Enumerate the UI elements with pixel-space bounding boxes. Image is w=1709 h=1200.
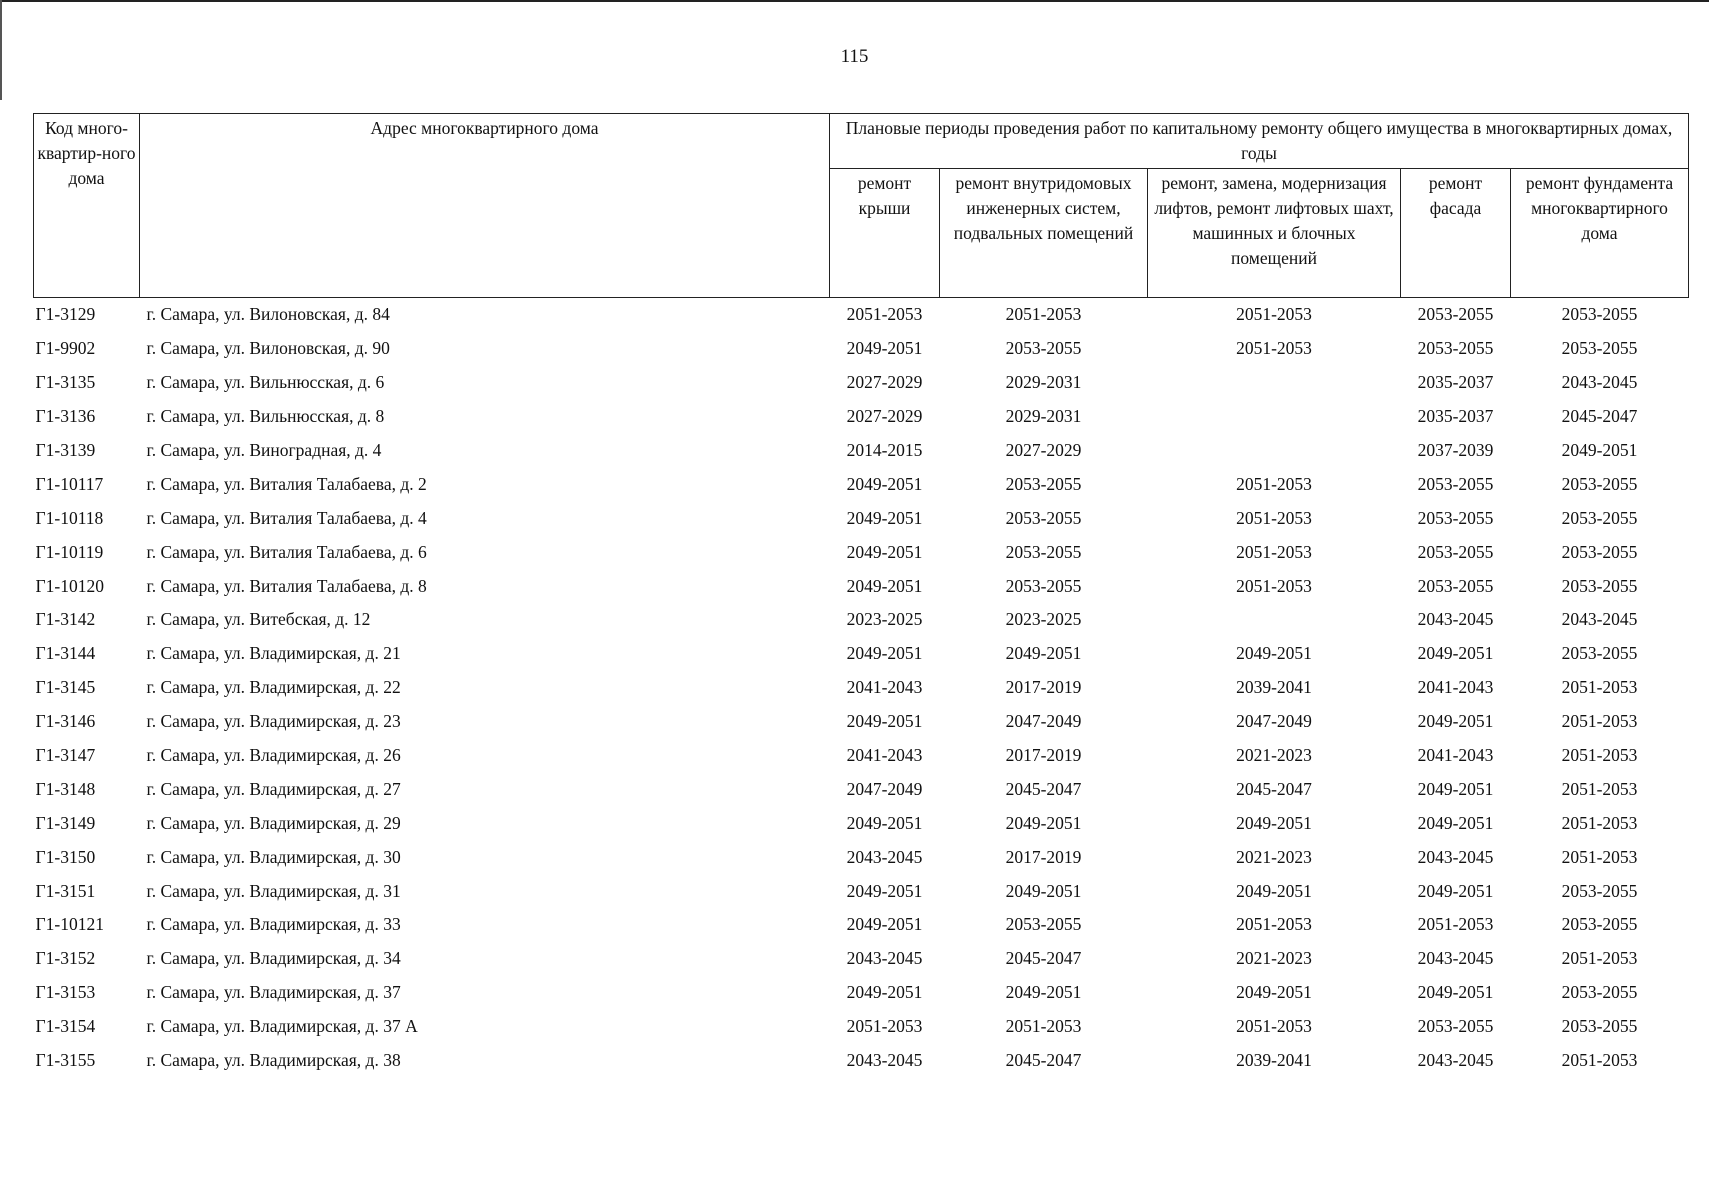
cell-foundation: 2053-2055 — [1561, 643, 1638, 664]
cell-address: г. Самара, ул. Владимирская, д. 30 — [146, 846, 401, 867]
cell-roof: 2043-2045 — [846, 846, 923, 867]
cell-code: Г1-10119 — [35, 541, 104, 562]
cell-foundation: 2049-2051 — [1561, 440, 1638, 460]
header-foundation: ремонт фундамента многоквартирного дома — [1511, 169, 1689, 298]
cell-engineering: 2051-2053 — [1005, 304, 1082, 325]
table-row — [34, 874, 1689, 908]
cell-elevators: 2051-2053 — [1236, 507, 1312, 528]
cell-elevators — [1148, 434, 1401, 468]
header-elevators: ремонт, замена, модернизация лифтов, ремонт лифтовых шахт, машинных и блочных помещений — [1148, 169, 1401, 298]
cell-facade: 2051-2053 — [1417, 914, 1494, 935]
cell-elevators: 2051-2053 — [1236, 575, 1312, 596]
table-row — [34, 671, 1689, 705]
cell-facade: 2043-2045 — [1417, 1050, 1494, 1071]
cell-facade: 2053-2055 — [1417, 575, 1494, 596]
cell-roof: 2049-2051 — [846, 914, 923, 935]
cell-elevators: 2051-2053 — [1236, 541, 1312, 562]
cell-foundation: 2051-2053 — [1561, 745, 1638, 766]
cell-address: г. Самара, ул. Виталия Талабаева, д. 6 — [146, 541, 427, 562]
cell-address: г. Самара, ул. Владимирская, д. 23 — [146, 711, 401, 732]
cell-code: Г1-3139 — [35, 440, 96, 460]
cell-engineering: 2045-2047 — [1005, 1050, 1082, 1071]
cell-engineering: 2053-2055 — [1005, 575, 1082, 596]
cell-code: Г1-3147 — [35, 745, 96, 766]
cell-engineering: 2029-2031 — [1005, 372, 1082, 393]
cell-foundation: 2053-2055 — [1561, 575, 1638, 596]
cell-code: Г1-10118 — [35, 507, 104, 528]
table-row — [34, 772, 1689, 806]
cell-foundation: 2051-2053 — [1561, 846, 1638, 867]
cell-address: г. Самара, ул. Владимирская, д. 31 — [146, 880, 401, 901]
cell-code: Г1-10120 — [35, 575, 104, 596]
cell-facade: 2043-2045 — [1417, 948, 1494, 969]
cell-engineering: 2049-2051 — [1005, 643, 1082, 664]
cell-engineering: 2027-2029 — [1005, 440, 1082, 460]
cell-code: Г1-3136 — [35, 406, 96, 427]
repair-schedule-table — [33, 113, 1689, 1077]
cell-foundation: 2053-2055 — [1561, 473, 1638, 494]
cell-roof: 2051-2053 — [846, 304, 923, 325]
cell-facade: 2043-2045 — [1417, 609, 1494, 630]
cell-address: г. Самара, ул. Вилоновская, д. 84 — [146, 304, 390, 325]
cell-facade: 2053-2055 — [1417, 541, 1494, 562]
table-row — [34, 501, 1689, 535]
cell-roof: 2027-2029 — [846, 372, 923, 393]
table-row — [34, 1044, 1689, 1078]
cell-elevators: 2049-2051 — [1236, 880, 1312, 901]
cell-address: г. Самара, ул. Владимирская, д. 26 — [146, 745, 401, 766]
cell-engineering: 2053-2055 — [1005, 338, 1082, 359]
cell-elevators: 2051-2053 — [1236, 338, 1312, 359]
cell-roof: 2041-2043 — [846, 745, 923, 766]
header-address: Адрес многоквартирного дома — [140, 114, 830, 298]
table-row — [34, 1010, 1689, 1044]
cell-roof: 2049-2051 — [846, 575, 923, 596]
cell-roof: 2049-2051 — [846, 812, 923, 833]
cell-elevators — [1148, 400, 1401, 434]
cell-engineering: 2049-2051 — [1005, 982, 1082, 1003]
cell-foundation: 2053-2055 — [1561, 338, 1638, 359]
cell-address: г. Самара, ул. Владимирская, д. 37 — [146, 982, 401, 1003]
cell-code: Г1-3144 — [35, 643, 96, 664]
cell-engineering: 2049-2051 — [1005, 812, 1082, 833]
cell-code: Г1-3149 — [35, 812, 96, 833]
cell-code: Г1-10117 — [35, 473, 104, 494]
cell-address: г. Самара, ул. Владимирская, д. 27 — [146, 778, 401, 799]
cell-foundation: 2053-2055 — [1561, 304, 1638, 325]
cell-address: г. Самара, ул. Виталия Талабаева, д. 8 — [146, 575, 427, 596]
cell-facade: 2041-2043 — [1417, 677, 1494, 698]
cell-facade: 2043-2045 — [1417, 846, 1494, 867]
cell-roof: 2049-2051 — [846, 880, 923, 901]
header-code: Код много-квартир-ного дома — [34, 114, 140, 298]
cell-facade: 2053-2055 — [1417, 507, 1494, 528]
cell-engineering: 2017-2019 — [1005, 677, 1082, 698]
cell-elevators: 2045-2047 — [1236, 778, 1312, 799]
cell-facade: 2053-2055 — [1417, 304, 1494, 325]
cell-engineering: 2017-2019 — [1005, 846, 1082, 867]
table-row — [34, 739, 1689, 773]
cell-roof: 2047-2049 — [846, 778, 923, 799]
table-header — [34, 114, 1689, 298]
table-row — [34, 434, 1689, 468]
header-engineering: ремонт внутридомовых инженерных систем, подвальных помещений — [940, 169, 1148, 298]
header-periods: Плановые периоды проведения работ по капитальному ремонту общего имущества в многоквартирных домах, годы — [830, 114, 1689, 169]
cell-engineering: 2049-2051 — [1005, 880, 1082, 901]
cell-engineering: 2029-2031 — [1005, 406, 1082, 427]
table-row — [34, 298, 1689, 332]
cell-foundation: 2053-2055 — [1561, 914, 1638, 935]
page-number: 115 — [840, 46, 869, 67]
cell-elevators: 2021-2023 — [1236, 948, 1312, 969]
cell-address: г. Самара, ул. Вилоновская, д. 90 — [146, 338, 390, 359]
cell-elevators: 2047-2049 — [1236, 711, 1312, 732]
cell-foundation: 2043-2045 — [1561, 609, 1638, 630]
cell-engineering: 2053-2055 — [1005, 914, 1082, 935]
table-row — [34, 332, 1689, 366]
cell-roof: 2049-2051 — [846, 507, 923, 528]
cell-roof: 2049-2051 — [846, 338, 923, 359]
cell-engineering: 2017-2019 — [1005, 745, 1082, 766]
cell-roof: 2027-2029 — [846, 406, 923, 427]
cell-elevators: 2021-2023 — [1236, 745, 1312, 766]
cell-code: Г1-3153 — [35, 982, 96, 1003]
cell-elevators: 2051-2053 — [1236, 304, 1312, 325]
table-row — [34, 467, 1689, 501]
page-border-top — [0, 0, 1709, 2]
cell-foundation: 2051-2053 — [1561, 711, 1638, 732]
cell-address: г. Самара, ул. Владимирская, д. 33 — [146, 914, 401, 935]
table-row — [34, 400, 1689, 434]
cell-facade: 2035-2037 — [1417, 372, 1494, 393]
cell-elevators — [1148, 366, 1401, 400]
cell-facade: 2049-2051 — [1417, 812, 1494, 833]
cell-engineering: 2053-2055 — [1005, 507, 1082, 528]
table-body — [34, 298, 1689, 1078]
table-row — [34, 705, 1689, 739]
cell-roof: 2014-2015 — [846, 440, 923, 460]
cell-elevators: 2049-2051 — [1236, 982, 1312, 1003]
header-facade: ремонт фасада — [1401, 169, 1511, 298]
cell-facade: 2049-2051 — [1417, 711, 1494, 732]
table-row — [34, 806, 1689, 840]
cell-foundation: 2051-2053 — [1561, 778, 1638, 799]
cell-code: Г1-10121 — [35, 914, 104, 935]
cell-roof: 2043-2045 — [846, 948, 923, 969]
cell-address: г. Самара, ул. Вильнюсская, д. 8 — [146, 406, 385, 427]
cell-roof: 2041-2043 — [846, 677, 923, 698]
cell-facade: 2037-2039 — [1417, 440, 1494, 460]
cell-code: Г1-3129 — [35, 304, 96, 325]
cell-roof: 2051-2053 — [846, 1016, 923, 1037]
cell-facade: 2035-2037 — [1417, 406, 1494, 427]
cell-foundation: 2053-2055 — [1561, 1016, 1638, 1037]
cell-elevators: 2039-2041 — [1236, 677, 1312, 698]
cell-facade: 2041-2043 — [1417, 745, 1494, 766]
cell-elevators: 2021-2023 — [1236, 846, 1312, 867]
table-row — [34, 908, 1689, 942]
cell-code: Г1-3152 — [35, 948, 96, 969]
cell-address: г. Самара, ул. Виталия Талабаева, д. 4 — [146, 507, 427, 528]
header-roof: ремонт крыши — [830, 169, 940, 298]
cell-address: г. Самара, ул. Витебская, д. 12 — [146, 609, 371, 630]
cell-engineering: 2045-2047 — [1005, 948, 1082, 969]
table-row — [34, 976, 1689, 1010]
cell-address: г. Самара, ул. Вильнюсская, д. 6 — [146, 372, 385, 393]
cell-foundation: 2051-2053 — [1561, 948, 1638, 969]
cell-foundation: 2053-2055 — [1561, 507, 1638, 528]
cell-roof: 2049-2051 — [846, 643, 923, 664]
cell-foundation: 2051-2053 — [1561, 1050, 1638, 1071]
cell-facade: 2049-2051 — [1417, 778, 1494, 799]
cell-foundation: 2045-2047 — [1561, 406, 1638, 427]
cell-foundation: 2051-2053 — [1561, 812, 1638, 833]
table-row — [34, 603, 1689, 637]
cell-engineering: 2053-2055 — [1005, 473, 1082, 494]
cell-elevators: 2051-2053 — [1236, 473, 1312, 494]
cell-engineering: 2045-2047 — [1005, 778, 1082, 799]
table-row — [34, 942, 1689, 976]
cell-address: г. Самара, ул. Виталия Талабаева, д. 2 — [146, 473, 427, 494]
cell-facade: 2049-2051 — [1417, 643, 1494, 664]
cell-code: Г1-3151 — [35, 880, 96, 901]
cell-elevators: 2049-2051 — [1236, 643, 1312, 664]
cell-roof: 2043-2045 — [846, 1050, 923, 1071]
cell-code: Г1-3150 — [35, 846, 96, 867]
cell-facade: 2049-2051 — [1417, 880, 1494, 901]
cell-foundation: 2051-2053 — [1561, 677, 1638, 698]
cell-address: г. Самара, ул. Владимирская, д. 37 А — [146, 1016, 418, 1037]
cell-facade: 2049-2051 — [1417, 982, 1494, 1003]
cell-code: Г1-9902 — [35, 338, 96, 359]
cell-elevators: 2049-2051 — [1236, 812, 1312, 833]
cell-address: г. Самара, ул. Владимирская, д. 22 — [146, 677, 401, 698]
cell-foundation: 2043-2045 — [1561, 372, 1638, 393]
cell-roof: 2049-2051 — [846, 982, 923, 1003]
cell-foundation: 2053-2055 — [1561, 880, 1638, 901]
cell-roof: 2049-2051 — [846, 711, 923, 732]
cell-elevators: 2039-2041 — [1236, 1050, 1312, 1071]
cell-roof: 2023-2025 — [846, 609, 923, 630]
cell-roof: 2049-2051 — [846, 541, 923, 562]
cell-facade: 2053-2055 — [1417, 473, 1494, 494]
cell-code: Г1-3148 — [35, 778, 96, 799]
cell-elevators: 2051-2053 — [1236, 914, 1312, 935]
cell-elevators: 2051-2053 — [1236, 1016, 1312, 1037]
table-row — [34, 637, 1689, 671]
cell-facade: 2053-2055 — [1417, 1016, 1494, 1037]
cell-address: г. Самара, ул. Владимирская, д. 34 — [146, 948, 401, 969]
cell-code: Г1-3154 — [35, 1016, 96, 1037]
cell-code: Г1-3142 — [35, 609, 96, 630]
cell-code: Г1-3155 — [35, 1050, 96, 1071]
cell-engineering: 2047-2049 — [1005, 711, 1082, 732]
cell-code: Г1-3135 — [35, 372, 96, 393]
cell-roof: 2049-2051 — [846, 473, 923, 494]
cell-engineering: 2023-2025 — [1005, 609, 1082, 630]
cell-facade: 2053-2055 — [1417, 338, 1494, 359]
cell-address: г. Самара, ул. Владимирская, д. 38 — [146, 1050, 401, 1071]
table-row — [34, 366, 1689, 400]
cell-foundation: 2053-2055 — [1561, 541, 1638, 562]
cell-address: г. Самара, ул. Владимирская, д. 29 — [146, 812, 401, 833]
cell-elevators — [1148, 603, 1401, 637]
cell-address: г. Самара, ул. Виноградная, д. 4 — [146, 440, 382, 460]
cell-engineering: 2051-2053 — [1005, 1016, 1082, 1037]
cell-code: Г1-3146 — [35, 711, 96, 732]
cell-foundation: 2053-2055 — [1561, 982, 1638, 1003]
cell-code: Г1-3145 — [35, 677, 96, 698]
table-row — [34, 840, 1689, 874]
cell-engineering: 2053-2055 — [1005, 541, 1082, 562]
table-row — [34, 535, 1689, 569]
cell-address: г. Самара, ул. Владимирская, д. 21 — [146, 643, 401, 664]
table-row — [34, 569, 1689, 603]
